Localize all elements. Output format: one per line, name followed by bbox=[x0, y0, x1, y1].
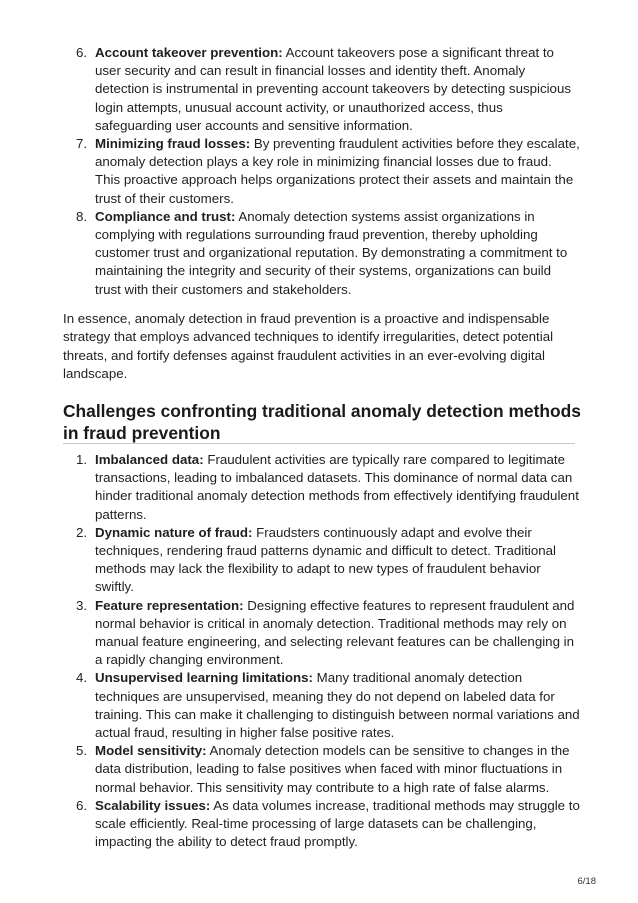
list-item bbox=[60, 797, 580, 852]
item-number: 8. bbox=[76, 208, 88, 224]
item-number: 6. bbox=[76, 45, 88, 60]
item-number: 5. bbox=[76, 743, 88, 759]
item-number: 4. bbox=[76, 670, 88, 686]
list-item bbox=[60, 669, 580, 742]
item-number: 7. bbox=[76, 136, 88, 152]
list-item bbox=[60, 597, 580, 670]
item-title: Model sensitivity: bbox=[95, 743, 207, 759]
item-text: Fraudsters continuously adapt and evolve their techniques, rendering fraud patterns dynamic and difficult to detect. Traditional methods may lack the flexibility to adapt to new types of fraudulent behavior swiftly. bbox=[95, 524, 556, 595]
item-title: Dynamic nature of fraud: bbox=[95, 524, 253, 540]
list-item bbox=[60, 451, 580, 524]
item-number: 2. bbox=[76, 524, 88, 540]
item-title: Minimizing fraud losses: bbox=[95, 136, 251, 152]
summary-paragraph: In essence, anomaly detection in fraud prevention is a proactive and indispensable strategy that employs advanced techniques to identify irregularities, detect potential threats, and fortify defenses against fraudulent activities in an ever-evolving digital landscape. bbox=[63, 311, 554, 382]
item-title: Account takeover prevention: bbox=[95, 45, 283, 60]
benefits-list bbox=[60, 44, 580, 299]
item-text: Fraudulent activities are typically rare compared to legitimate transactions, leading to imbalanced datasets. This dominance of normal data can hinder traditional anomaly detection methods from effectively identifying fraudulent patterns. bbox=[95, 452, 579, 522]
list-item bbox=[60, 524, 580, 597]
item-title: Feature representation: bbox=[95, 597, 244, 613]
list-item bbox=[60, 208, 580, 299]
item-text: Anomaly detection models can be sensitive to changes in the data distribution, leading to false positives when faced with minor fluctuations in normal behavior. This sensitivity may contribute to a high rate of false alarms. bbox=[95, 743, 570, 795]
item-title: Imbalanced data: bbox=[95, 452, 204, 467]
item-number: 3. bbox=[76, 597, 88, 613]
item-text: As data volumes increase, traditional methods may struggle to scale efficiently. Real-time processing of large datasets can be challenging, impacting the ability to detect fraud promptly. bbox=[95, 797, 580, 850]
item-text: Account takeovers pose a significant threat to user security and can result in financial losses and identity theft. Anomaly detection is instrumental in preventing account takeovers by detecting suspicious login attempts, unusual account activity, or unauthorized access, thus safeguarding user accounts and sensitive information. bbox=[95, 45, 572, 133]
item-text: Many traditional anomaly detection techniques are unsupervised, meaning they do not depend on labeled data for training. This can make it challenging to distinguish between normal variations and actual fraud, resulting in higher false positive rates. bbox=[95, 670, 580, 741]
challenges-list bbox=[60, 451, 580, 851]
list-item bbox=[60, 135, 580, 208]
item-text: By preventing fraudulent activities before they escalate, anomaly detection plays a key role in minimizing financial losses due to fraud. This proactive approach helps organizations protect their assets and maintain the trust of their customers. bbox=[95, 136, 580, 206]
page-number: 6/18 bbox=[577, 876, 596, 887]
item-text: Anomaly detection systems assist organizations in complying with regulations surrounding fraud prevention, thereby upholding customer trust and organizational reputation. By demonstrating a commitment to maintaining the integrity and security of their systems, organizations can build trust with their customers and stakeholders. bbox=[95, 208, 568, 297]
item-title: Compliance and trust: bbox=[95, 208, 236, 224]
section-heading: Challenges confronting traditional anomaly detection methods in fraud prevention bbox=[63, 401, 581, 443]
item-title: Unsupervised learning limitations: bbox=[95, 670, 313, 686]
item-number: 6. bbox=[76, 797, 88, 813]
heading-divider bbox=[63, 443, 575, 444]
item-title: Scalability issues: bbox=[95, 797, 211, 813]
list-item bbox=[60, 44, 580, 135]
item-number: 1. bbox=[76, 452, 88, 467]
item-text: Designing effective features to represent fraudulent and normal behavior is critical in anomaly detection. Traditional methods may rely on manual feature engineering, and selecting relevant features can be challenging in a rapidly changing environment. bbox=[95, 597, 575, 668]
list-item bbox=[60, 742, 580, 797]
